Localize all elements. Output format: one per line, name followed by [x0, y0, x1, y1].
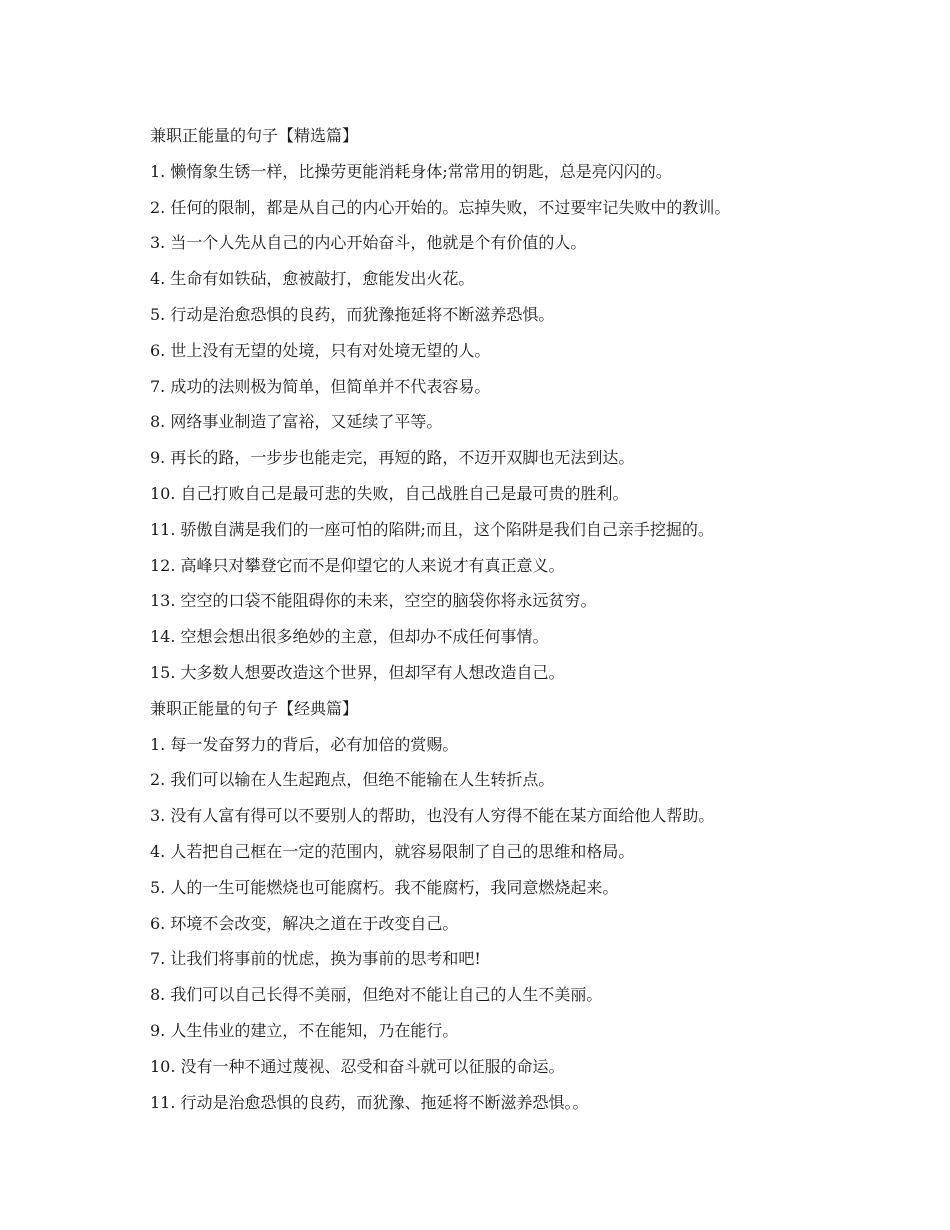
- list-item: 10. 自己打败自己是最可悲的失败，自己战胜自己是最可贵的胜利。: [150, 483, 629, 503]
- list-item: 1. 懒惰象生锈一样，比操劳更能消耗身体;常常用的钥匙，总是亮闪闪的。: [150, 161, 672, 181]
- list-item: 11. 行动是治愈恐惧的良药，而犹豫、拖延将不断滋养恐惧。。: [150, 1092, 589, 1112]
- list-item: 9. 人生伟业的建立，不在能知，乃在能行。: [150, 1020, 459, 1040]
- list-item: 7. 让我们将事前的忧虑，换为事前的思考和吧!: [150, 949, 481, 969]
- list-item: 8. 我们可以自己长得不美丽，但绝对不能让自己的人生不美丽。: [150, 985, 603, 1005]
- list-item: 6. 世上没有无望的处境，只有对处境无望的人。: [150, 340, 491, 360]
- list-item: 4. 人若把自己框在一定的范围内，就容易限制了自己的思维和格局。: [150, 841, 635, 861]
- list-item: 5. 行动是治愈恐惧的良药，而犹豫拖延将不断滋养恐惧。: [150, 304, 555, 324]
- document-body: [150, 118, 870, 1120]
- list-item: 14. 空想会想出很多绝妙的主意，但却办不成任何事情。: [150, 627, 549, 647]
- list-item: 2. 任何的限制，都是从自己的内心开始的。忘掉失败，不过要牢记失败中的教训。: [150, 197, 731, 217]
- list-item: 2. 我们可以输在人生起跑点，但绝不能输在人生转折点。: [150, 770, 555, 790]
- list-item: 3. 没有人富有得可以不要别人的帮助，也没有人穷得不能在某方面给他人帮助。: [150, 806, 715, 826]
- list-item: 12. 高峰只对攀登它而不是仰望它的人来说才有真正意义。: [150, 555, 565, 575]
- section-title-selected: 兼职正能量的句子【精选篇】: [150, 126, 359, 145]
- list-item: 15. 大多数人想要改造这个世界，但却罕有人想改造自己。: [150, 662, 565, 682]
- list-item: 7. 成功的法则极为简单，但简单并不代表容易。: [150, 376, 491, 396]
- list-item: 9. 再长的路，一步步也能走完，再短的路，不迈开双脚也无法到达。: [150, 448, 635, 468]
- list-item: 8. 网络事业制造了富裕，又延续了平等。: [150, 412, 443, 432]
- list-item: 4. 生命有如铁砧，愈被敲打，愈能发出火花。: [150, 269, 475, 289]
- section-title-classic: 兼职正能量的句子【经典篇】: [150, 698, 359, 718]
- list-item: 11. 骄傲自满是我们的一座可怕的陷阱;而且，这个陷阱是我们自己亲手挖掘的。: [150, 519, 714, 539]
- list-item: 6. 环境不会改变，解决之道在于改变自己。: [150, 913, 459, 933]
- list-item: 5. 人的一生可能燃烧也可能腐朽。我不能腐朽，我同意燃烧起来。: [150, 877, 619, 897]
- list-item: 10. 没有一种不通过蔑视、忍受和奋斗就可以征服的命运。: [150, 1056, 565, 1076]
- list-item: 3. 当一个人先从自己的内心开始奋斗，他就是个有价值的人。: [150, 233, 587, 253]
- list-item: 1. 每一发奋努力的背后，必有加倍的赏赐。: [150, 734, 459, 754]
- list-item: 13. 空空的口袋不能阻碍你的未来，空空的脑袋你将永远贫穷。: [150, 591, 597, 611]
